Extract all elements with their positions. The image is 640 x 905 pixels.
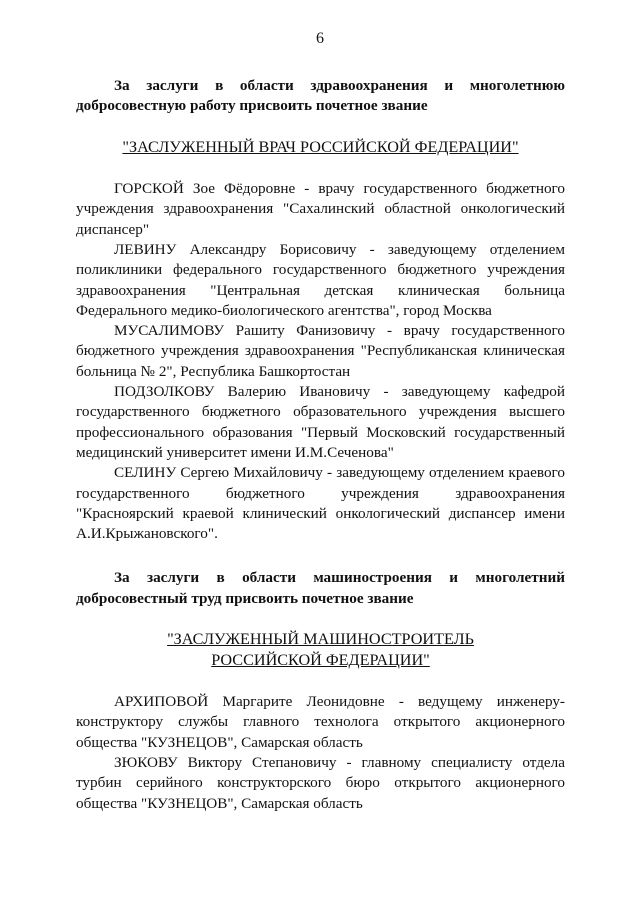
award-section-honored-machine-builder <box>76 568 565 813</box>
award-intro: За заслуги в области здравоохранения и многолетнюю добросовестную работу присвоить почетное звание <box>76 77 565 115</box>
recipient-entry: ГОРСКОЙ Зое Фёдоровне - врачу государственного бюджетного учреждения здравоохранения "Сахалинский областной онкологический диспансер" <box>76 180 565 238</box>
award-title-line: "ЗАСЛУЖЕННЫЙ ВРАЧ РОССИЙСКОЙ ФЕДЕРАЦИИ" <box>122 137 519 156</box>
award-title-line: "ЗАСЛУЖЕННЫЙ МАШИНОСТРОИТЕЛЬ <box>167 630 474 649</box>
recipient-list <box>76 179 565 544</box>
recipient-entry: ПОДЗОЛКОВУ Валерию Ивановичу - заведующему кафедрой государственного бюджетного образовательного учреждения высшего профессионального образования "Первый Московский государственный медицинский университет имени И.М.Сеченова" <box>76 383 565 461</box>
recipient-entry: СЕЛИНУ Сергею Михайловичу - заведующему отделением краевого государственного бюджетного учреждения здравоохранения "Красноярский краевой клинический онкологический диспансер имени А.И.Крыжановского". <box>76 464 565 543</box>
award-title <box>76 137 565 158</box>
award-section-honored-doctor <box>76 76 565 544</box>
recipient-entry: ЛЕВИНУ Александру Борисовичу - заведующему отделением поликлиники федерального государственного бюджетного учреждения здравоохранения "Центральная детская клиническая больница Федерального медико-биологического агентства", город Москва <box>76 240 565 319</box>
award-intro: За заслуги в области машиностроения и многолетний добросовестный труд присвоить почетное звание <box>76 569 565 607</box>
recipient-entry: АРХИПОВОЙ Маргарите Леонидовне - ведущему инженеру-конструктору службы главного технолога открытого акционерного общества "КУЗНЕЦОВ", Самарская область <box>76 693 565 751</box>
award-title <box>76 629 565 670</box>
recipient-entry: ЗЮКОВУ Виктору Степановичу - главному специалисту отдела турбин серийного конструкторского бюро открытого акционерного общества "КУЗНЕЦОВ", Самарская область <box>76 753 565 812</box>
page-number: 6 <box>316 30 324 47</box>
document-body <box>76 76 565 814</box>
recipient-list <box>76 692 565 814</box>
award-title-line: РОССИЙСКОЙ ФЕДЕРАЦИИ" <box>211 650 430 669</box>
recipient-entry: МУСАЛИМОВУ Рашиту Фанизовичу - врачу государственного бюджетного учреждения здравоохранения "Республиканская клиническая больница № 2", Республика Башкортостан <box>76 322 565 380</box>
